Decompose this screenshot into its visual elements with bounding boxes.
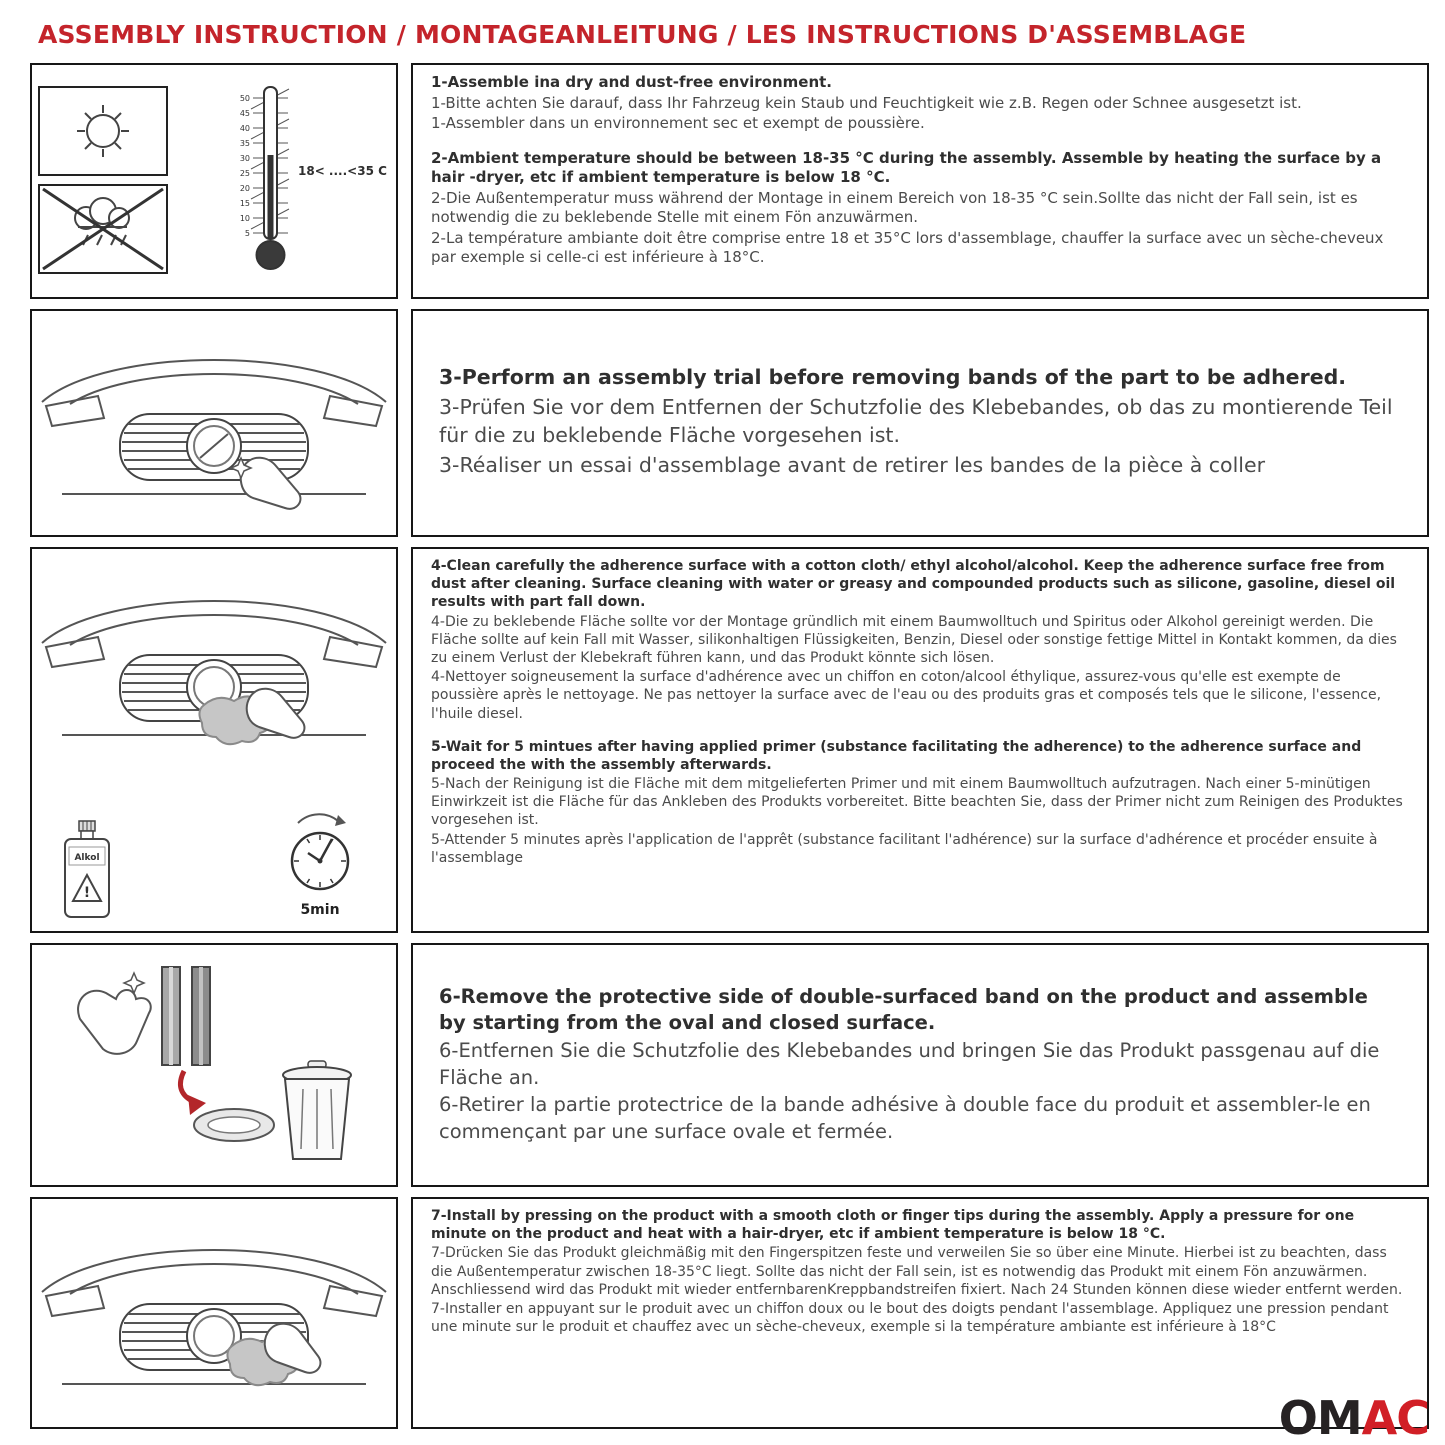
- alcohol-bottle-icon: [58, 819, 116, 921]
- trash-can-icon: [283, 1061, 351, 1159]
- instruction-en: 2-Ambient temperature should be between 18-35 °C during the assembly. Assemble by heating the surface by a hair -dryer, etc if ambient temperature is below 18 °C.: [431, 148, 1382, 186]
- svg-text:35: 35: [239, 139, 250, 148]
- svg-text:45: 45: [239, 109, 250, 118]
- instruction-de: 6-Entfernen Sie die Schutzfolie des Klebebandes und bringen Sie das Produkt passgenau auf die Fläche an.: [439, 1038, 1380, 1089]
- step3-instructions: [411, 309, 1429, 537]
- sun-box: [39, 87, 167, 175]
- car-grille-pressing-illustration: [36, 1206, 392, 1420]
- step4-5-illustration-box: [30, 547, 398, 933]
- temperature-range-label: 18< ....<35 C: [298, 164, 387, 178]
- adhesive-strips-icon: [162, 967, 210, 1065]
- step4-5-instructions: [411, 547, 1429, 933]
- clock-5min-icon: [278, 811, 362, 921]
- step6-illustration-box: [30, 943, 398, 1187]
- omac-logo-dark-letters: OM: [1278, 1391, 1362, 1445]
- svg-text:15: 15: [239, 199, 250, 208]
- instruction-fr: 1-Assembler dans un environnement sec et exempt de poussière.: [431, 114, 925, 132]
- instruction-fr: 4-Nettoyer soigneusement la surface d'adhérence avec un chiffon en coton/alcool éthylique, assurez-vous qu'elle est exempte de poussière après le nettoyage. Ne pas nettoyer la surface avec de l'eau ou des produits gras et composés tels que le silicone, l'essence, l'huile diesel.: [431, 669, 1382, 722]
- clock-label: 5min: [300, 902, 340, 918]
- step1-2-instructions: [411, 63, 1429, 299]
- environment-temperature-illustration: [36, 75, 392, 287]
- instruction-en: 4-Clean carefully the adherence surface with a cotton cloth/ ethyl alcohol/alcohol. Keep the adherence surface free from dust after cleaning. Surface cleaning with water or greasy and compounded products such as silicone, gasoline, diesel oil results with part fall down.: [431, 558, 1396, 611]
- svg-text:25: 25: [239, 169, 250, 178]
- sun-icon: [77, 105, 129, 157]
- instruction-fr: 7-Installer en appuyant sur le produit avec un chiffon doux ou le bout des doigts pendant l'assemblage. Appliquez une pression pendant une minute sur le produit et chauffez avec un sèche-cheveux, exemple si la température ambiante est inférieure à 18°C: [431, 1300, 1389, 1336]
- svg-text:50: 50: [239, 94, 250, 103]
- hand-icon: [78, 973, 151, 1054]
- omac-logo: [1278, 1391, 1429, 1445]
- instruction-fr: 5-Attender 5 minutes après l'application de l'apprêt (substance facilitant l'adhérence) sur la surface d'adhérence et procéder ensuite à l'assemblage: [431, 831, 1378, 866]
- assembly-step-row-2: [30, 309, 1429, 537]
- svg-text:30: 30: [239, 154, 250, 163]
- instruction-de: 2-Die Außentemperatur muss während der Montage in einem Bereich von 18-35 °C sein.Sollte das nicht der Fall sein, ist es notwendig die zu beklebende Stelle mit einem Fön anzuwärmen.: [431, 188, 1358, 226]
- instruction-fr: 6-Retirer la partie protectrice de la bande adhésive à double face du produit et assembler-le en commençant par une surface ovale et fermée.: [439, 1093, 1371, 1143]
- instruction-en: 1-Assemble ina dry and dust-free environment.: [431, 73, 833, 91]
- instruction-de: 3-Prüfen Sie vor dem Entfernen der Schutzfolie des Klebebandes, ob das zu montierende Teil für die zu beklebende Fläche vorgesehen ist.: [439, 395, 1393, 447]
- alcohol-label: Alkol: [74, 853, 100, 863]
- arrow-icon: [180, 1071, 206, 1115]
- instruction-en: 5-Wait for 5 mintues after having applied primer (substance facilitating the adherence) to the adherence surface and proceed the with the assembly afterwards.: [431, 738, 1362, 773]
- svg-text:40: 40: [239, 124, 250, 133]
- rain-cloud-icon: [75, 198, 129, 245]
- instruction-fr: 3-Réaliser un essai d'assemblage avant de retirer les bandes de la pièce à coller: [439, 452, 1266, 477]
- page-title: ASSEMBLY INSTRUCTION / MONTAGEANLEITUNG / LES INSTRUCTIONS D'ASSEMBLAGE: [38, 20, 1247, 49]
- instruction-de: 7-Drücken Sie das Produkt gleichmäßig mit den Fingerspitzen feste und verweilen Sie so über eine Minute. Hierbei ist zu beachten, dass die Außentemperatur zwischen 18-35°C liegt. Sollte das nicht der Fall sein, ist es notwendig das Produkt mit einem Fön anzuwärmen. Anschliessend wird das Produkt mit wieder entfernbarenKreppbandstreifen fixiert. Nach 24 Stunden können diese wieder entfernt werden.: [431, 1245, 1403, 1298]
- assembly-step-row-1: [30, 63, 1429, 299]
- svg-text:20: 20: [239, 184, 250, 193]
- step3-illustration-box: [30, 309, 398, 537]
- peel-band-illustration: [36, 953, 392, 1177]
- step7-instructions: [411, 1197, 1429, 1429]
- svg-text:5: 5: [244, 229, 250, 238]
- instruction-fr: 2-La température ambiante doit être comprise entre 18 et 35°C lors d'assemblage, chauffer la surface avec un sèche-cheveux par exemple si celle-ci est inférieure à 18°C.: [431, 228, 1384, 266]
- instruction-de: 1-Bitte achten Sie darauf, dass Ihr Fahrzeug kein Staub und Feuchtigkeit wie z.B. Regen oder Schnee ausgesetzt ist.: [431, 93, 1302, 112]
- car-grille-cleaning-illustration: [36, 557, 392, 771]
- assembly-step-row-3: [30, 547, 1429, 933]
- assembly-step-row-4: [30, 943, 1429, 1187]
- instruction-de: 5-Nach der Reinigung ist die Fläche mit dem mitgelieferten Primer und mit einem Baumwolltuch aufzutragen. Nach einer 5-minütigen Einwirkzeit ist die Fläche für das Ankleben des Produkts vorbereitet. Bitte beachten Sie, dass der Primer nicht zum Reinigen des Produktes vorgesehen ist.: [431, 776, 1403, 829]
- thermometer-icon: [240, 87, 289, 269]
- step1-illustration-box: [30, 63, 398, 299]
- assembly-step-row-5: [30, 1197, 1429, 1429]
- car-grille-trial-illustration: [36, 316, 392, 530]
- instruction-en: 7-Install by pressing on the product with a smooth cloth or finger tips during the assembly. Apply a pressure for one minute on the product and heat with a hair-dryer, etc if ambient temperature is below 18 °C.: [431, 1208, 1355, 1243]
- oval-product-icon: [194, 1109, 274, 1141]
- svg-text:10: 10: [239, 214, 250, 223]
- instruction-en: 6-Remove the protective side of double-surfaced band on the product and assemble by starting from the oval and closed surface.: [439, 984, 1368, 1035]
- step7-illustration-box: [30, 1197, 398, 1429]
- omac-logo-red-letters: AC: [1361, 1391, 1429, 1445]
- step6-instructions: [411, 943, 1429, 1187]
- instruction-en: 3-Perform an assembly trial before removing bands of the part to be adhered.: [439, 365, 1347, 390]
- warning-exclamation: !: [83, 885, 91, 901]
- instruction-de: 4-Die zu beklebende Fläche sollte vor der Montage gründlich mit einem Baumwolltuch und Spiritus oder Alkohol gereinigt werden. Die Fläche sollte auf kein Fall mit Wasser, silikonhaltigen Flüssigkeiten, Benzin, Diesel oder sonstige fettige Mittel in Kontakt kommen, da dies zu einem Verlust der Klebekraft führen kann, und das Produkt könnte sich lösen.: [431, 613, 1397, 666]
